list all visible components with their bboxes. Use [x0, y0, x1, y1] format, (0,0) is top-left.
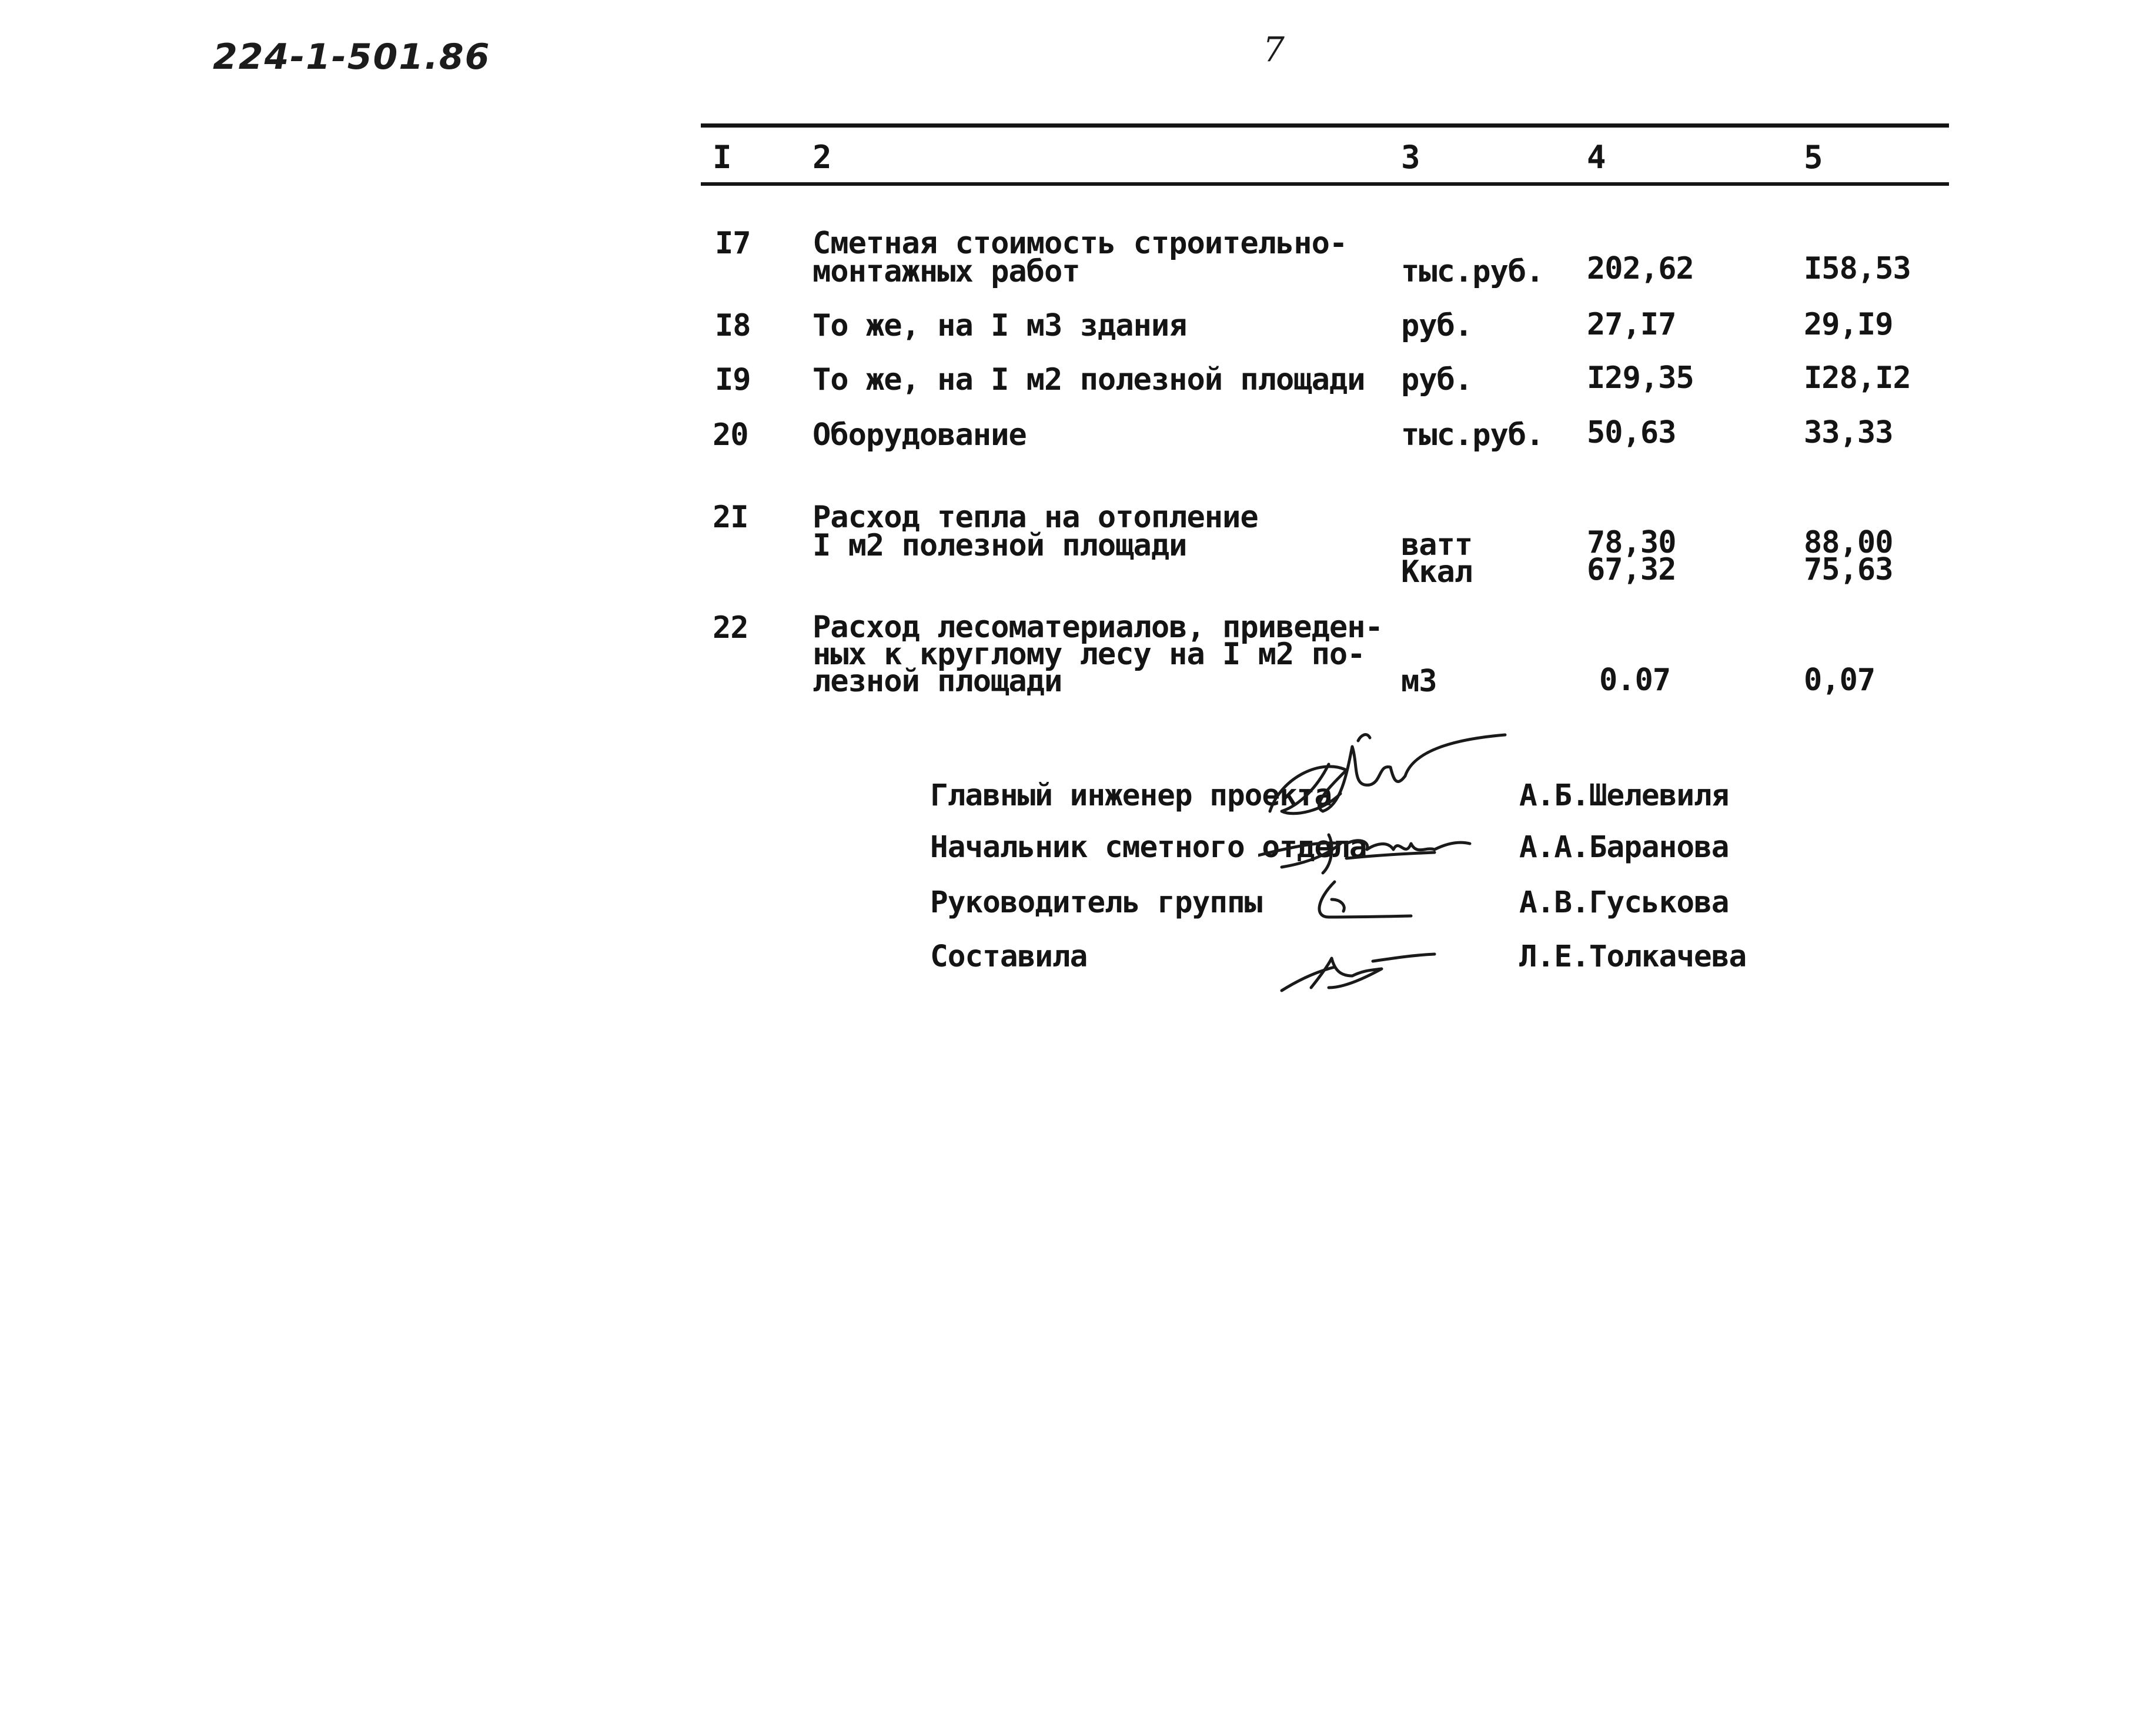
- row-value-col5: 0,07: [1804, 663, 1875, 698]
- row-unit: руб.: [1401, 308, 1473, 343]
- row-value-col4: 50,63: [1587, 415, 1676, 450]
- row-value-col4: 78,30 67,32: [1587, 525, 1676, 587]
- row-value-col5: 33,33: [1804, 415, 1893, 450]
- signature-person: А.А.Баранова: [1519, 830, 1729, 865]
- column-header-2: 2: [813, 139, 831, 176]
- row-number: 22: [713, 610, 748, 645]
- row-name: То же, на I м3 здания: [813, 308, 1187, 343]
- row-number: I9: [715, 362, 751, 397]
- row-value-col5: 88,00 75,63: [1804, 525, 1893, 587]
- signature-person: А.Б.Шелевиля: [1519, 778, 1729, 813]
- signature-role: Составила: [930, 939, 1088, 974]
- column-header-4: 4: [1587, 139, 1606, 176]
- row-number: 2I: [713, 500, 748, 535]
- signature-person: А.В.Гуськова: [1519, 885, 1729, 920]
- row-number: I8: [715, 308, 751, 343]
- row-unit: руб.: [1401, 362, 1473, 397]
- handwritten-signatures: [1258, 723, 1564, 1005]
- signature-role: Начальник сметного отдела: [930, 830, 1367, 865]
- row-name: То же, на I м2 полезной площади: [813, 362, 1365, 397]
- row-value-col4: 27,I7: [1587, 307, 1676, 342]
- column-header-5: 5: [1804, 139, 1823, 176]
- signature-person: Л.Е.Толкачева: [1519, 939, 1747, 974]
- row-value-col5: I28,I2: [1804, 360, 1911, 396]
- page-number: 7: [1263, 29, 1285, 69]
- document-code: 224-1-501.86: [213, 36, 491, 78]
- signature-4-scribble: [1282, 954, 1435, 991]
- row-number: I7: [715, 226, 751, 261]
- row-unit: м3: [1401, 664, 1437, 699]
- row-unit: тыс.руб.: [1401, 417, 1544, 453]
- column-header-3: 3: [1401, 139, 1420, 176]
- row-number: 20: [713, 417, 748, 453]
- row-value-col5: 29,I9: [1804, 307, 1893, 342]
- signature-role: Главный инженер проекта: [930, 778, 1332, 813]
- row-value-col4: I29,35: [1587, 360, 1694, 396]
- row-unit: ватт Ккал: [1401, 527, 1473, 590]
- column-header-1: I: [713, 139, 731, 176]
- row-name: Сметная стоимость строительно- монтажных работ: [813, 226, 1348, 289]
- signature-2-scribble: [1258, 835, 1470, 873]
- table-top-rule: [701, 123, 1949, 128]
- row-name: Оборудование: [813, 417, 1027, 453]
- signature-role: Руководитель группы: [930, 885, 1262, 920]
- row-name: Расход тепла на отопление I м2 полезной площади: [813, 500, 1258, 563]
- table-header-rule: [701, 182, 1949, 186]
- row-unit: тыс.руб.: [1401, 254, 1544, 289]
- row-name: Расход лесоматериалов, приведен- ных к круглому лесу на I м2 по- лезной площади: [813, 610, 1383, 699]
- row-value-col5: I58,53: [1804, 251, 1911, 286]
- row-value-col4: 202,62: [1587, 251, 1694, 286]
- row-value-col4: 0.07: [1599, 663, 1671, 698]
- signature-1-scribble: [1270, 735, 1505, 811]
